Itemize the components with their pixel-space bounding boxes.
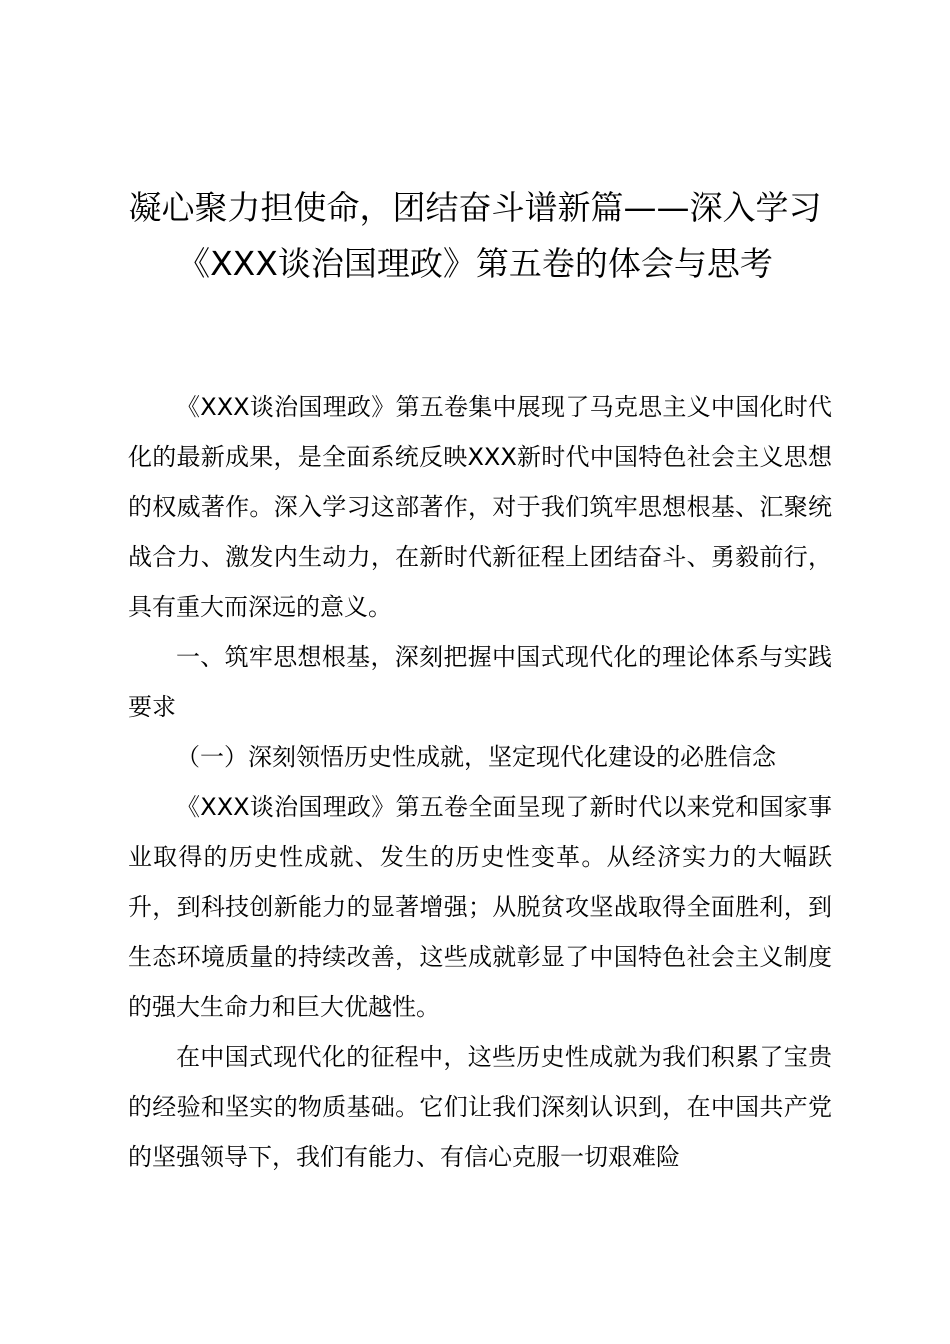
body-paragraph: 《XXX谈治国理政》第五卷全面呈现了新时代以来党和国家事业取得的历史性成就、发生的历史性变革。从经济实力的大幅跃升，到科技创新能力的显著增强；从脱贫攻坚战取得全面胜利，到生态环境质量的持续改善，这些成就彰显了中国特色社会主义制度的强大生命力和巨大优越性。 — [128, 793, 832, 1021]
document-title: 凝心聚力担使命，团结奋斗谱新篇——深入学习《XXX谈治国理政》第五卷的体会与思考 — [128, 188, 822, 283]
body-paragraph: 在中国式现代化的征程中，这些历史性成就为我们积累了宝贵的经验和坚实的物质基础。它们让我们深刻认识到，在中国共产党的坚强领导下，我们有能力、有信心克服一切艰难险 — [128, 1043, 832, 1171]
document-body — [128, 382, 832, 1182]
intro-paragraph: 《XXX谈治国理政》第五卷集中展现了马克思主义中国化时代化的最新成果，是全面系统反映XXX新时代中国特色社会主义思想的权威著作。深入学习这部著作，对于我们筑牢思想根基、汇聚统战合力、激发内生动力，在新时代新征程上团结奋斗、勇毅前行，具有重大而深远的意义。 — [128, 393, 832, 621]
section-heading-1: 一、筑牢思想根基，深刻把握中国式现代化的理论体系与实践要求 — [128, 643, 832, 721]
subsection-heading-1: （一）深刻领悟历史性成就，坚定现代化建设的必胜信念 — [176, 743, 776, 771]
